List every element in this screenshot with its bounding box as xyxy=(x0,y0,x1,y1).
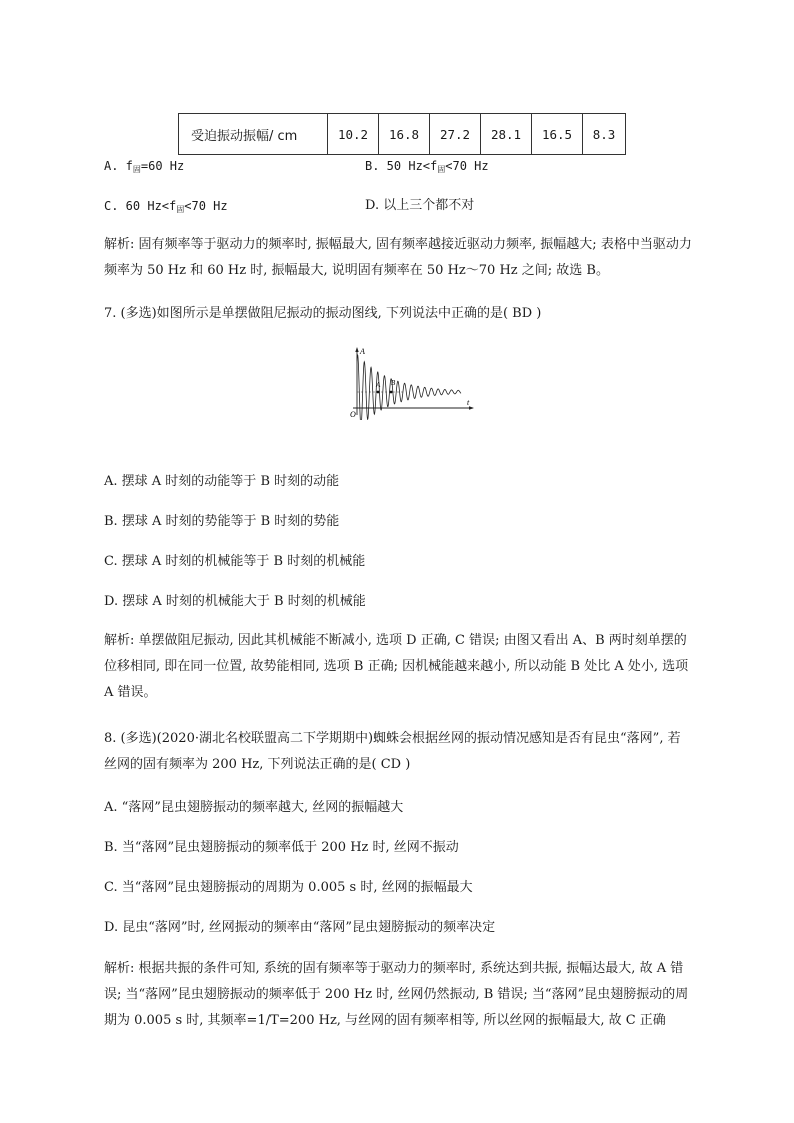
damped-oscillation-figure xyxy=(345,345,475,420)
q6-option-c xyxy=(104,196,228,220)
x-axis-label: t xyxy=(467,398,470,407)
table-cell: 10.2 xyxy=(328,114,379,155)
amplitude-table xyxy=(178,113,626,155)
damped-oscillation-curve xyxy=(357,355,461,420)
q7-option-a: A. 摆球 A 时刻的动能等于 B 时刻的动能 xyxy=(104,474,340,489)
table-cell: 16.8 xyxy=(379,114,430,155)
table-row-label: 受迫振动振幅/ cm xyxy=(179,114,328,155)
table-cell: 28.1 xyxy=(481,114,532,155)
point-a-label: A xyxy=(376,381,381,389)
q8-stem: 8. (多选)(2020·湖北名校联盟高二下学期期中)蜘蛛会根据丝网的振动情况感知是否有昆虫“落网”, 若丝网的固有频率为 200 Hz, 下列说法正确的是( CD ) xyxy=(104,731,681,772)
q6-option-b-text-end: <70 Hz xyxy=(445,159,489,173)
q7-stem: 7. (多选)如图所示是单摆做阻尼振动的振动图线, 下列说法中正确的是( BD ) xyxy=(104,306,542,321)
q6-option-b-text: B. 50 Hz<f xyxy=(365,159,438,173)
q6-option-d: D. 以上三个都不对 xyxy=(365,198,475,213)
q6-option-b xyxy=(365,156,489,180)
q8-option-a: A. “落网”昆虫翅膀振动的频率越大, 丝网的振幅越大 xyxy=(104,800,404,815)
point-b-label: B xyxy=(391,379,396,387)
point-a-marker xyxy=(377,391,380,394)
q6-option-a xyxy=(104,156,184,180)
q6-analysis: 解析: 固有频率等于驱动力的频率时, 振幅最大, 固有频率越接近驱动力频率, 振幅越大; 表格中当驱动力频率为 50 Hz 和 60 Hz 时, 振幅最大, 说明固有频率在 50 Hz～70 Hz 之间; 故选 B。 xyxy=(104,237,692,278)
y-axis-label: A xyxy=(360,347,365,356)
table-row xyxy=(179,114,626,155)
point-b-marker xyxy=(390,391,393,394)
q8-option-b: B. 当“落网”昆虫翅膀振动的频率低于 200 Hz 时, 丝网不振动 xyxy=(104,840,459,855)
q7-option-b: B. 摆球 A 时刻的势能等于 B 时刻的势能 xyxy=(104,514,340,529)
table-cell: 27.2 xyxy=(430,114,481,155)
table-cell: 8.3 xyxy=(583,114,626,155)
q6-option-a-text: A. f xyxy=(104,159,133,173)
q8-option-c: C. 当“落网”昆虫翅膀振动的周期为 0.005 s 时, 丝网的振幅最大 xyxy=(104,880,473,895)
q6-option-a-text-end: =60 Hz xyxy=(140,159,185,173)
q6-option-c-subscript: 固 xyxy=(176,205,185,214)
table-cell: 16.5 xyxy=(532,114,583,155)
x-axis-arrow-icon xyxy=(469,406,474,409)
q7-analysis: 解析: 单摆做阻尼振动, 因此其机械能不断减小, 选项 D 正确, C 错误; 由图又看出 A、B 两时刻单摆的位移相同, 即在同一位置, 故势能相同, 选项 B 正确; 因机械能越来越小, 所以动能 B 处比 A 处小, 选项 A 错误。 xyxy=(104,633,689,700)
q6-option-b-subscript: 固 xyxy=(437,165,446,174)
q8-option-d: D. 昆虫“落网”时, 丝网振动的频率由“落网”昆虫翅膀振动的频率决定 xyxy=(104,920,496,935)
q6-option-c-text: C. 60 Hz<f xyxy=(104,199,177,213)
q8-analysis: 解析: 根据共振的条件可知, 系统的固有频率等于驱动力的频率时, 系统达到共振, 振幅达最大, 故 A 错误; 当“落网”昆虫翅膀振动的频率低于 200 Hz 时, 丝网仍然振动, B 错误; 当“落网”昆虫翅膀振动的周期为 0.005 s 时, 其频率=1/T=200 Hz, 与丝网的固有频率相等, 所以丝网的振幅最大, 故 C 正确 xyxy=(104,961,689,1028)
q7-option-c: C. 摆球 A 时刻的机械能等于 B 时刻的机械能 xyxy=(104,554,366,569)
q6-option-c-text-end: <70 Hz xyxy=(184,199,228,213)
q6-option-a-subscript: 固 xyxy=(132,165,141,174)
origin-label: O xyxy=(350,410,356,419)
q7-option-d: D. 摆球 A 时刻的机械能大于 B 时刻的机械能 xyxy=(104,594,366,609)
y-axis-arrow-icon xyxy=(355,347,358,352)
